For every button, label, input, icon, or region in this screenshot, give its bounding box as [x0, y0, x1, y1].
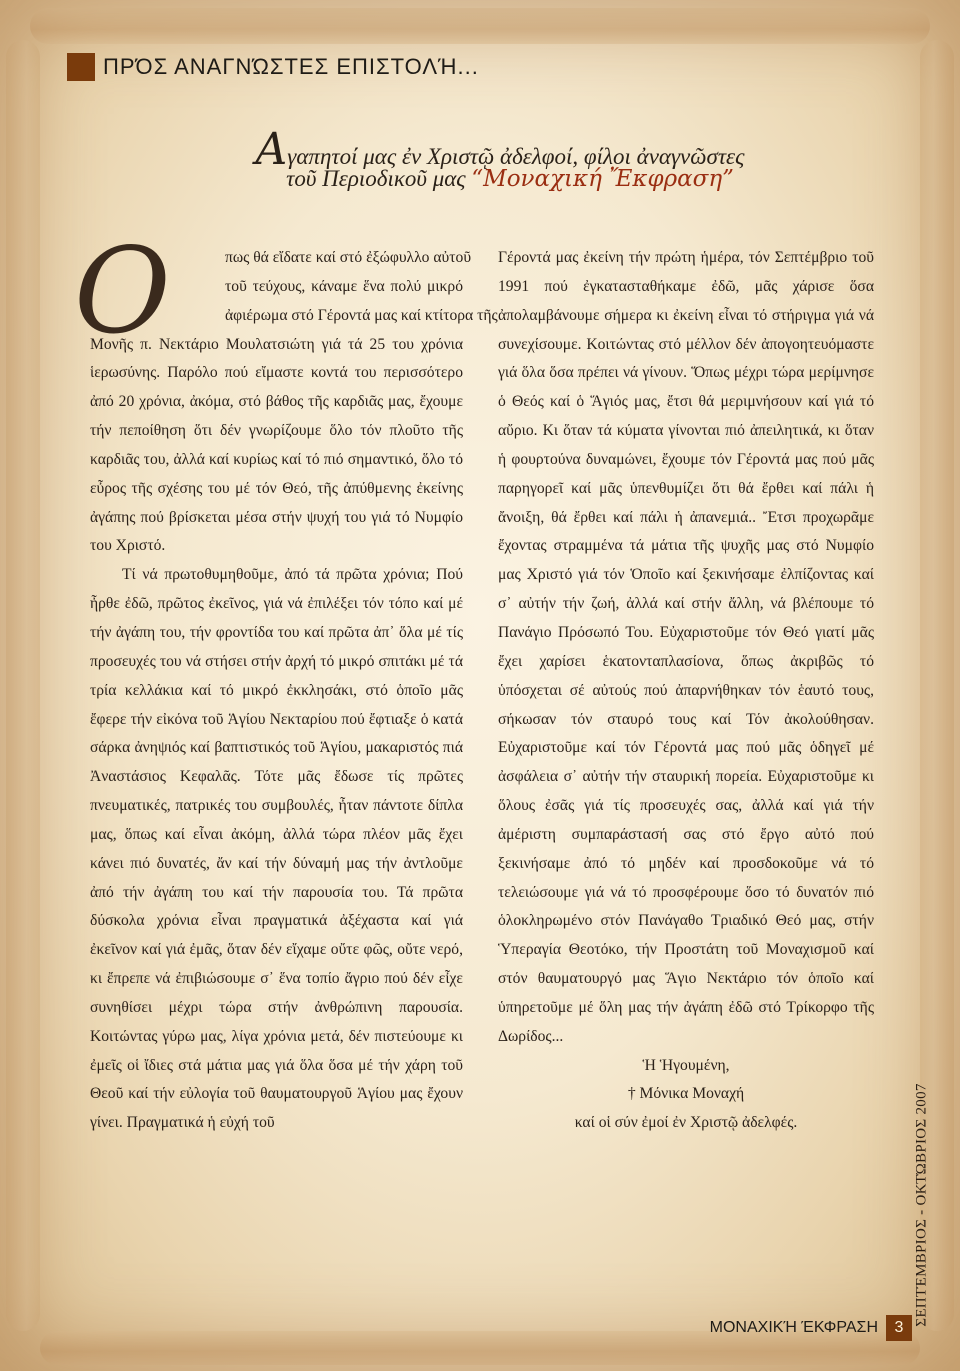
scroll-border-top [30, 8, 930, 44]
magazine-name-accent: “Μοναχική Ἔκφραση” [471, 166, 734, 192]
greeting-line-2 [120, 166, 900, 192]
left-column [90, 244, 498, 1138]
signoff-line: † Μόνικα Μοναχή [627, 1085, 745, 1103]
greeting-line-1-text: γαπητοί μας ἐν Χριστῷ ἀδελφοί, φίλοι ἀναγνῶστες [287, 144, 745, 169]
right-column [498, 244, 874, 1138]
signoff-line: καί οἱ σύν ἐμοί ἐν Χριστῷ ἀδελφές. [574, 1114, 798, 1132]
scroll-border-left [6, 40, 40, 1331]
indented-line: τοῦ τεύχους, κάναμε ἕνα πολύ μικρό [225, 277, 463, 295]
section-title: ΠΡΌΣ ΑΝΑΓΝΏΣΤΕΣ ΕΠΙΣΤΟΛΉ... [103, 54, 479, 79]
issue-date-vertical [910, 1080, 934, 1330]
magazine-name-footer: ΜΟΝΑΧΙΚΉ ΈΚΦΡΑΣΗ [709, 1319, 878, 1336]
issue-date-text: ΣΕΠΤΈΜΒΡΙΟΣ - ΟΚΤΏΒΡΙΟΣ 2007 [913, 1083, 930, 1327]
drop-cap: Ο [74, 222, 171, 360]
body-paragraph: Τί νά πρωτοθυμηθοῦμε, ἀπό τά πρῶτα χρόνια; Πού ἦρθε ἐδῶ, πρῶτος ἐκεῖνος, γιά νά ἐπιλέξει τόν τόπο καί μέ τήν ἀγάπη του, τήν φροντίδα του καί πρῶτα ἀπ᾽ ὅλα μέ τίς προσευχές του νά στήσει στήν ἀρχή τό μικρό σπιτάκι μέ τά τρία κελλάκια καί τό μικρό ἐκκλησάκι, στό ὁποῖο μᾶς ἔφερε τήν εἰκόνα τοῦ Ἁγίου Νεκταρίου πού ἔφτιαξε ὁ κατά σάρκα ἀνηψιός καί βαπτιστικός τοῦ Ἁγίου, μακαριστός πιά Ἀναστάσιος Κεφαλᾶς. Τότε μᾶς ἔδωσε τίς πρῶτες πνευματικές, πατρικές του συμβουλές, ἦταν πάντοτε δίπλα μας, ὅπως καί εἶναι ἀκόμη, ἀλλά τώρα πλέον μᾶς ἔχει κάνει πιό δυνατές, ἄν καί τήν δύναμή μας τήν ἀντλοῦμε ἀπό τήν ἀγάπη του καί τήν παρουσία του. Τά πρῶτα δύσκολα χρόνια εἶναι πραγματικά ἀξέχαστα καί γιά ἐκεῖνον καί γιά ἐμᾶς, ὅταν δέν εἴχαμε οὔτε φῶς, οὔτε νερό, κι ἔπρεπε νά ἐπιβιώσουμε σ᾽ ἕνα τοπίο ἄγριο πού δέν εἶχε συνηθίσει μέχρι τώρα στήν ἀνθρώπινη παρουσία. Κοιτώντας γύρω μας, λίγα χρόνια μετά, δέν πιστεύουμε κι ἐμεῖς οἱ ἴδιες στά μάτια μας γιά ὅλα ὅσα μέ τήν χάρη τοῦ Θεοῦ καί τήν εὐλογία τοῦ θαυματουργοῦ Ἁγίου μας ἔχουν γίνει. Πραγματικά ἡ εὐχή τοῦ [90, 566, 463, 1132]
greeting-initial: Α [255, 124, 288, 175]
body-paragraph: Μονῆς π. Νεκτάριο Μουλατσιώτη γιά τά 25 του χρόνια ἱερωσύνης. Παρόλο πού εἴμαστε κοντά του περισσότερο ἀπό 20 χρόνια, ἀκόμα, στό βάθος τῆς καρδιᾶς μας, ἔχουμε τήν πεποίθηση ὅτι δέν γνωρίζουμε ὅλο τόν πλοῦτο τῆς καρδιᾶς του, ἀλλά καί κυρίως καί τό πιό σημαντικό, ὅλο τό εὖρος τῆς σχέσης του μέ τόν Θεό, τῆς ἀπύθμενης ἐκείνης ἀγάπης πού βρίσκεται μέσα στήν ψυχή του γιά τό Νυμφίο του Χριστό. [90, 335, 463, 555]
indented-line: πως θά εἴδατε καί στό ἐξώφυλλο αὐτοῦ [225, 249, 472, 266]
page-footer [710, 1315, 912, 1341]
header-square-marker [67, 53, 95, 81]
body-paragraph: Γέροντά μας ἐκείνη τήν πρώτη ἡμέρα, τόν Σεπτέμβριο τοῦ 1991 πού ἐγκατασταθήκαμε ἐδῶ, μᾶς χάρισε ὅσα ἀπολαμβάνουμε σήμερα κι ἐκείνη εἶναι τό στήριγμα γιά νά συνεχίσουμε. Κοιτώντας στό μέλλον δέν ἀπογοητευόμαστε γιά ὅλα ὅσα πρέπει νά γίνουν. Ὅπως μέχρι τώρα μερίμνησε ὁ Θεός καί ὁ Ἅγιός μας, ἔτσι θά μεριμνήσουν καί γιά τό αὔριο. Κι ὅταν τά κύματα γίνονται πιό ἀπειλητικά, κι ὅταν ἡ φουρτούνα δυναμώνει, ἔχουμε τόν Γέροντά μας πού μᾶς παρηγορεῖ καί μᾶς ὑπενθυμίζει ὅτι θά ἔρθει καί πάλι ἡ ἄνοιξη, θά ἔρθει καί πάλι ἡ ἀπανεμιά.. Ἔτσι προχωρᾶμε ἔχοντας στραμμένα τά μάτια τῆς ψυχῆς μας στό Νυμφίο μας Χριστό γιά τόν Ὁποῖο καί ξεκινήσαμε ἐλπίζοντας καί σ᾽ αὐτήν τήν ζωή, ἀλλά καί στήν ἄλλη, νά βλέπουμε τό Πανάγιο Πρόσωπό Του. Εὐχαριστοῦμε τόν Θεό γιατί μᾶς ἔχει χαρίσει ἑκατονταπλασίονα, ὅπως ἀκριβῶς τό ὑπόσχεται σέ αὐτούς πού ἀπαρνήθηκαν τόν ἑαυτό τους, σήκωσαν τόν σταυρό τους καί Τόν ἀκολούθησαν. Εὐχαριστοῦμε καί τόν Γέροντά μας πού μᾶς ὁδηγεῖ μέ ἀσφάλεια σ᾽ αὐτήν τήν σταυρική πορεία. Εὐχαριστοῦμε κι ὅλους ἐσᾶς γιά τίς προσευχές σας, ἀλλά καί γιά τήν ἀμέριστη συμπαράστασή σας στό ἔργο αὐτό πού ξεκινήσαμε ἀπό τό μηδέν καί προσδοκοῦμε νά τό τελειώσουμε γιά νά τό προσφέρουμε ὅσο τό δυνατόν πιό ὁλοκληρωμένο στόν Πανάγαθο Τριαδικό Θεό μας, στήν Ὑπεραγία Θεοτόκο, τήν Προστάτη τοῦ Μοναχισμοῦ καί στόν θαυματουργό μας Ἅγιο Νεκτάριο τόν ὁποῖο καί ὑπηρετοῦμε μέ ὅλη μας τήν ἀγάπη ἐδῶ στό Τρίκορφο τῆς Δωρίδος... [498, 249, 874, 1045]
indented-line: ἀφιέρωμα στό Γέροντά μας καί κτίτορα τῆς [225, 306, 498, 324]
page-number: 3 [886, 1315, 912, 1341]
section-header [67, 52, 479, 82]
signoff-line: Ἡ Ἡγουμένη, [642, 1056, 730, 1074]
signoff-block [498, 1052, 874, 1139]
greeting-line-2-prefix: τοῦ Περιοδικοῦ μας [286, 166, 466, 191]
dropcap-indented-lines [90, 244, 498, 331]
